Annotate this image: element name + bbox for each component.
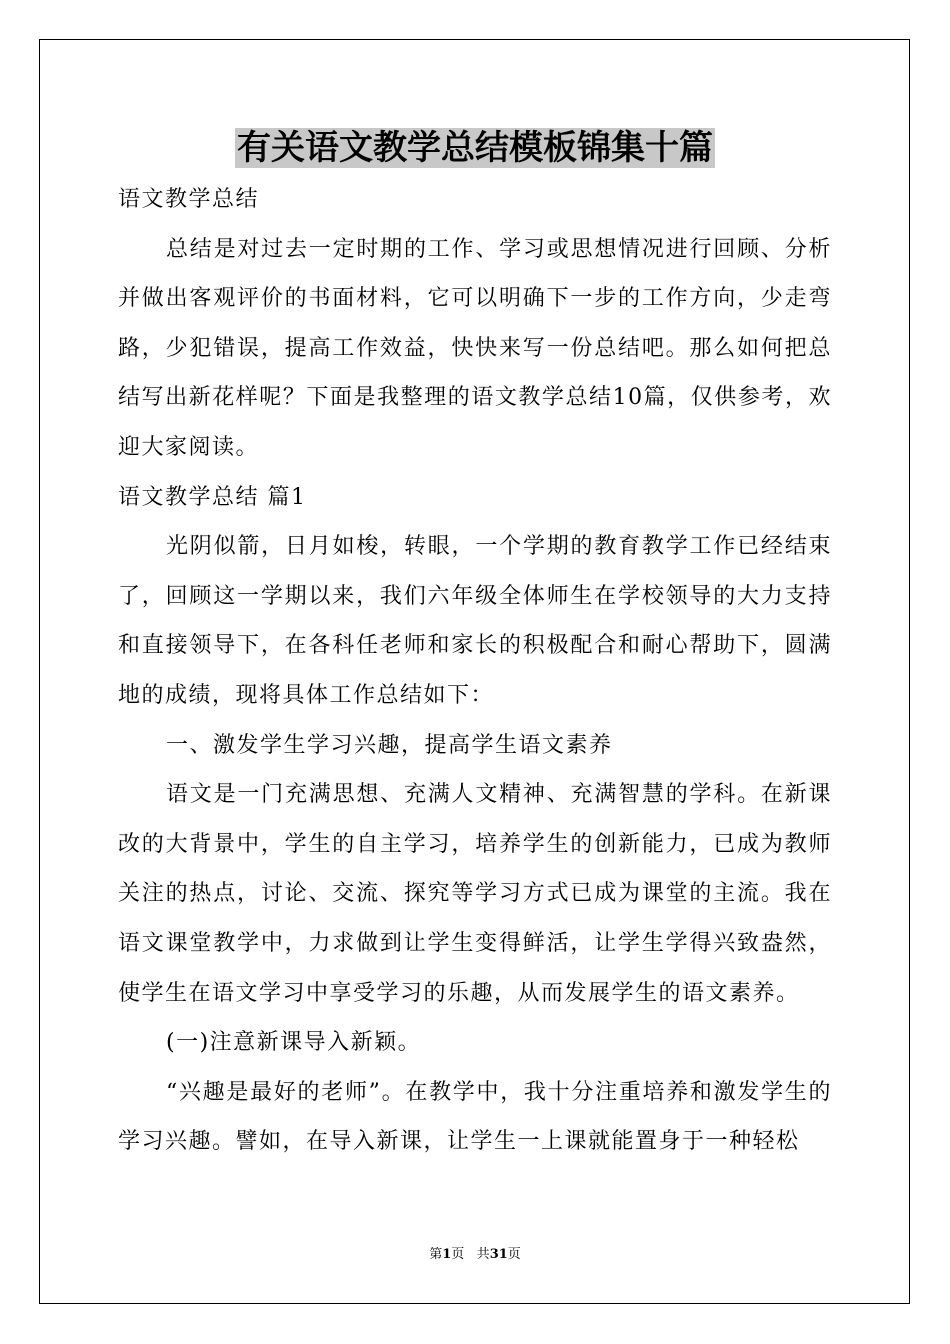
page-suffix: 页 xyxy=(451,1247,465,1262)
document-title-text: 有关语文教学总结模板锦集十篇 xyxy=(237,128,713,168)
paragraph-heading-part1: 语文教学总结 篇1 xyxy=(118,484,307,510)
page-prefix: 第 xyxy=(429,1247,443,1262)
total-pages: 31 xyxy=(489,1247,508,1262)
paragraph-section-body: 语文是一门充满思想、充满人文精神、充满智慧的学科。在新课改的大背景中，学生的自主学习，培养学生的创新能力，已成为教师关注的热点，讨论、交流、探究等学习方式已成为课堂的主流。我在语文课堂教学中，力求做到让学生变得鲜活，让学生学得兴致盎然，使学生在语文学习中享受学习的乐趣，从而发展学生的语文素养。 xyxy=(118,782,832,1006)
document-body xyxy=(118,175,832,1167)
paragraph-subsection-body: “兴趣是最好的老师”。在教学中，我十分注重培养和激发学生的学习兴趣。譬如，在导入新课，让学生一上课就能置身于一种轻松 xyxy=(118,1079,832,1155)
page-number: 1 xyxy=(442,1247,452,1262)
document-title xyxy=(0,124,950,172)
page-footer xyxy=(0,1245,950,1265)
total-suffix: 页 xyxy=(507,1247,521,1262)
paragraph-section-heading: 一、激发学生学习兴趣，提高学生语文素养 xyxy=(166,732,613,758)
paragraph-subsection-heading: (一)注意新课导入新颖。 xyxy=(166,1030,422,1056)
paragraph-heading-summary: 语文教学总结 xyxy=(118,187,260,212)
paragraph-part1-opening: 光阴似箭，日月如梭，转眼，一个学期的教育教学工作已经结束了，回顾这一学期以来，我们六年级全体师生在学校领导的大力支持和直接领导下，在各科任老师和家长的积极配合和耐心帮助下，圆满地的成绩，现将具体工作总结如下： xyxy=(118,534,832,708)
total-prefix: 共 xyxy=(476,1247,490,1262)
paragraph-intro: 总结是对过去一定时期的工作、学习或思想情况进行回顾、分析并做出客观评价的书面材料，它可以明确下一步的工作方向，少走弯路，少犯错误，提高工作效益，快快来写一份总结吧。那么如何把总结写出新花样呢？下面是我整理的语文教学总结10篇，仅供参考，欢迎大家阅读。 xyxy=(118,236,832,460)
